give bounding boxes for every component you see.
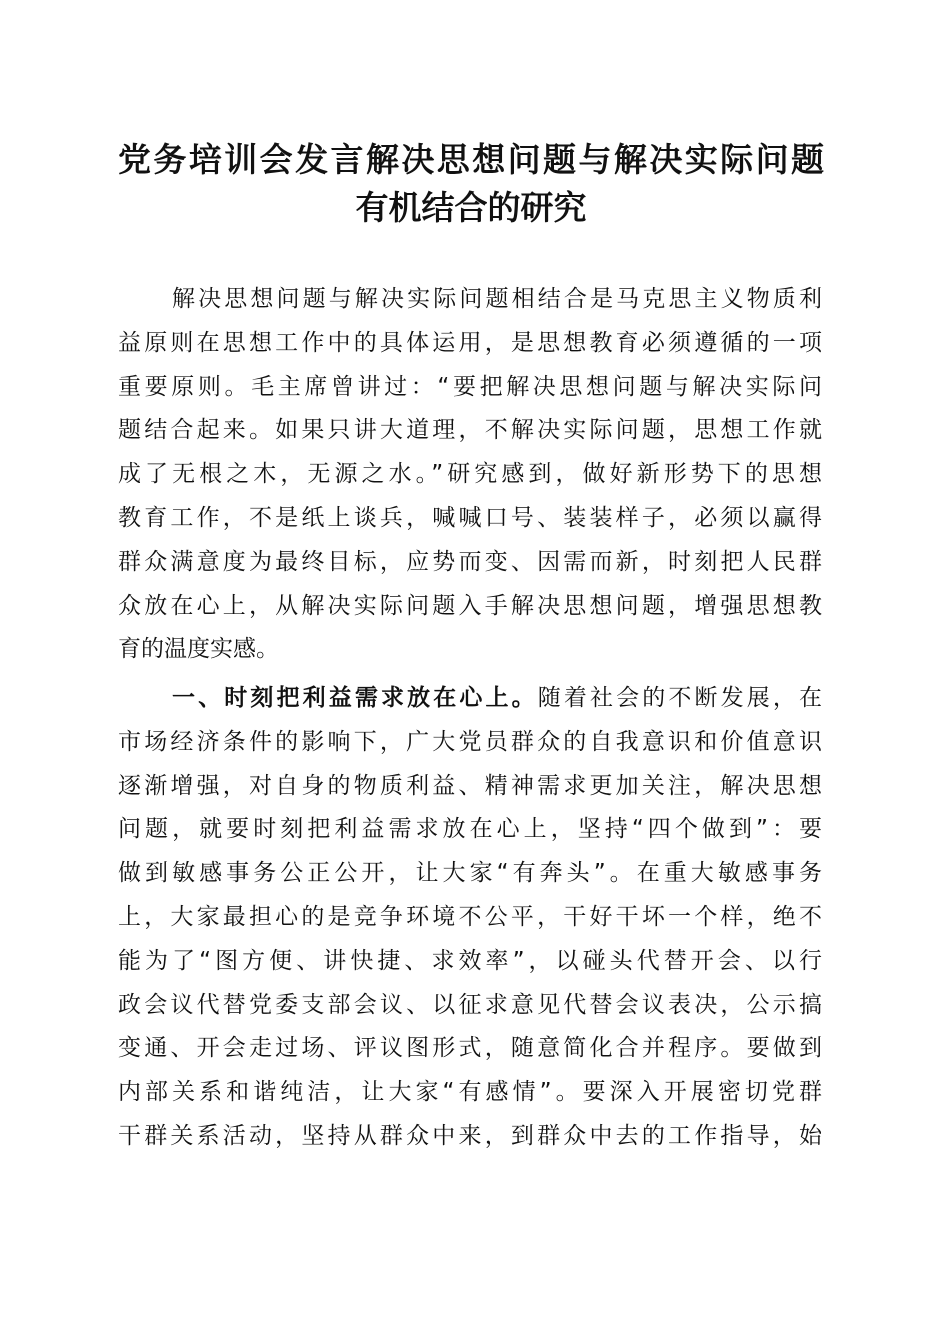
text-line: 做到敏感事务公正公开，让大家“有奔头”。在重大敏感事务 (118, 860, 822, 887)
title-line-2: 有机结合的研究 (355, 188, 587, 227)
text-line: 政会议代替党委支部会议、以征求意见代替会议表决，公示搞 (118, 991, 822, 1018)
paragraph-section-1 (118, 677, 822, 1159)
text-line: 变通、开会走过场、评议图形式，随意简化合并程序。要做到 (118, 1035, 822, 1062)
text-line: 内部关系和谐纯洁，让大家“有感情”。要深入开展密切党群 (118, 1079, 822, 1106)
text-line: 群众满意度为最终目标，应势而变、因需而新，时刻把人民群 (118, 548, 822, 575)
text-line: 逐渐增强，对自身的物质利益、精神需求更加关注，解决思想 (118, 772, 822, 799)
section-heading: 一、时刻把利益需求放在心上。 (172, 685, 538, 711)
text-span: 随着社会的不断发展，在 (537, 685, 822, 711)
text-line: 解决思想问题与解决实际问题相结合是马克思主义物质利 (172, 286, 822, 312)
text-line: 问题，就要时刻把利益需求放在心上，坚持“四个做到”：要 (118, 816, 822, 843)
text-line: 成了无根之木，无源之水。”研究感到，做好新形势下的思想 (118, 461, 822, 488)
text-line: 能为了“图方便、讲快捷、求效率”，以碰头代替开会、以行 (118, 947, 822, 974)
text-line: 益原则在思想工作中的具体运用，是思想教育必须遵循的一项 (118, 329, 822, 356)
text-line: 重要原则。毛主席曾讲过：“要把解决思想问题与解决实际问 (118, 373, 822, 400)
title-line-1: 党务培训会发言解决思想问题与解决实际问题 (118, 140, 824, 179)
paragraph-intro (118, 278, 822, 672)
text-line: 干群关系活动，坚持从群众中来，到群众中去的工作指导，始 (118, 1122, 822, 1149)
text-line: 众放在心上，从解决实际问题入手解决思想问题，增强思想教 (118, 592, 822, 619)
document-title (118, 136, 824, 232)
text-line: 市场经济条件的影响下，广大党员群众的自我意识和价值意识 (118, 728, 822, 755)
text-line: 上，大家最担心的是竞争环境不公平，干好干坏一个样，绝不 (118, 903, 822, 930)
text-line: 题结合起来。如果只讲大道理，不解决实际问题，思想工作就 (118, 417, 822, 444)
text-line: 教育工作，不是纸上谈兵，喊喊口号、装装样子，必须以赢得 (118, 504, 822, 531)
text-line: 育的温度实感。 (118, 636, 279, 663)
text-line (118, 677, 822, 721)
